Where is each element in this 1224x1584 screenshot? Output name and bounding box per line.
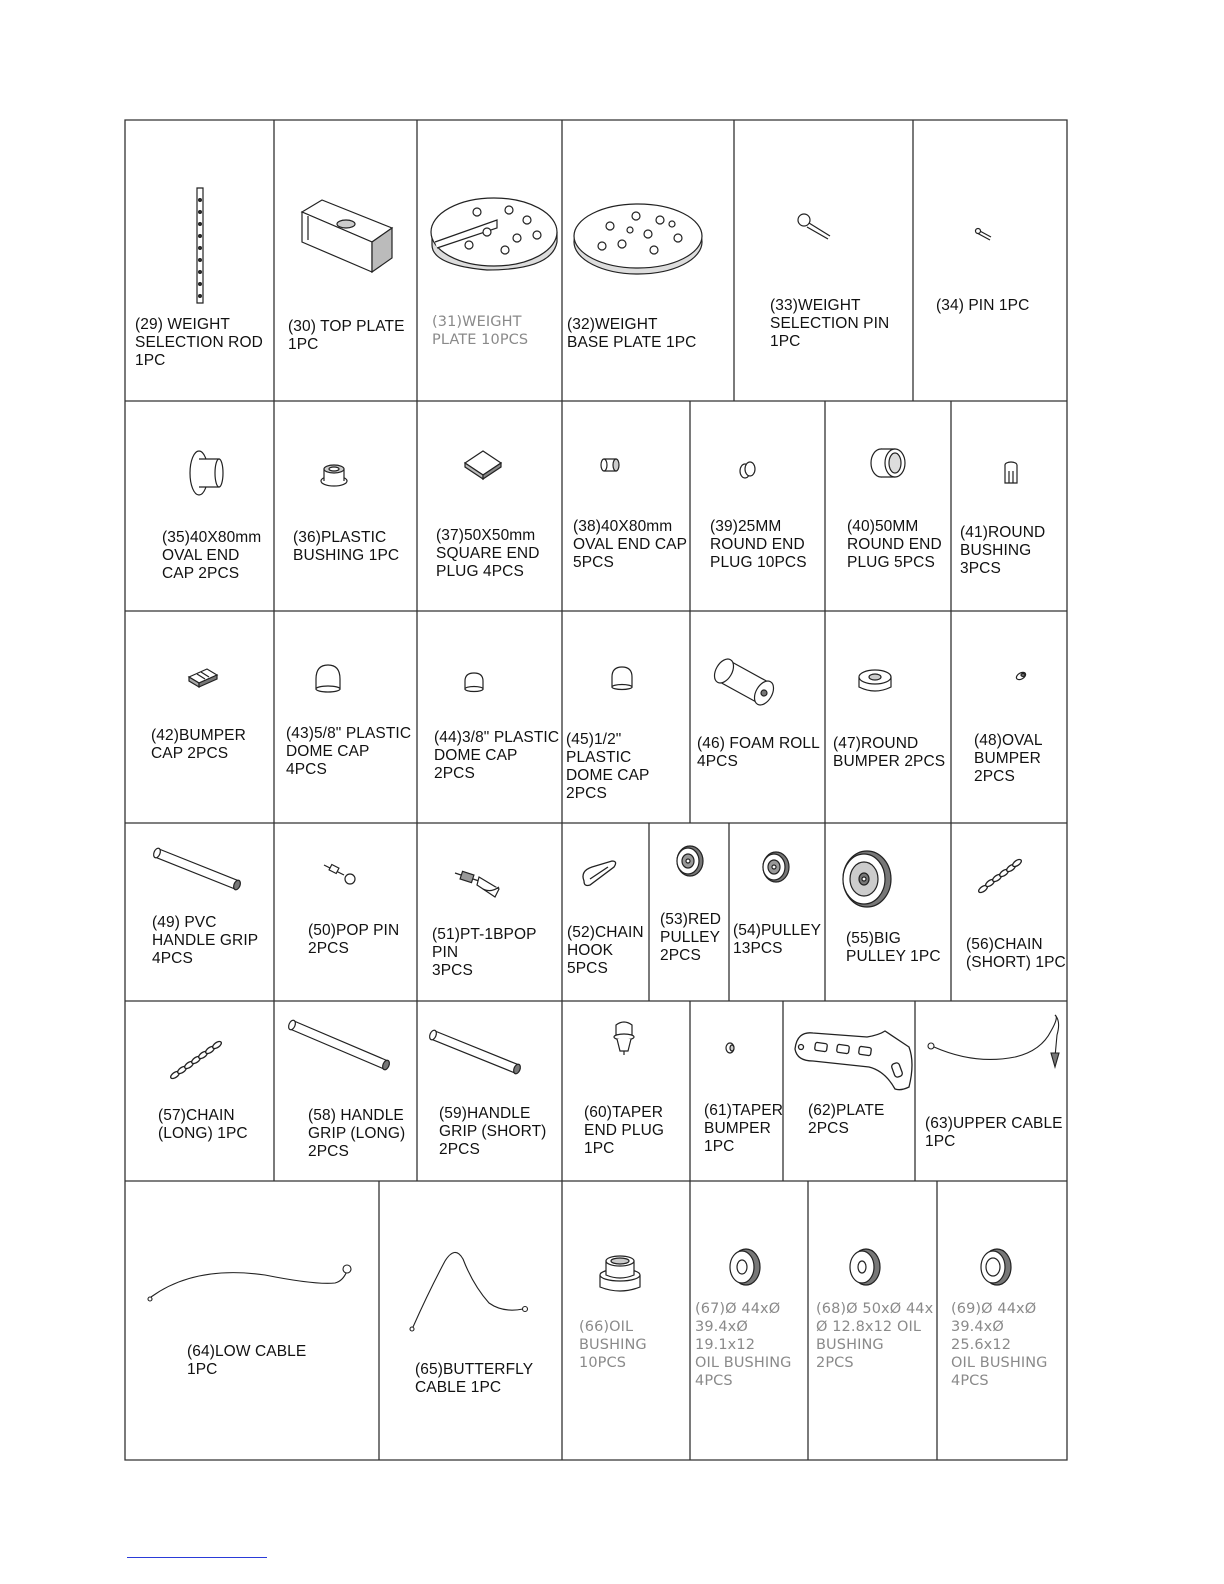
part-label: (57)CHAIN (LONG) 1PC: [158, 1107, 248, 1142]
part-cell-42: [125, 611, 274, 823]
part-cell-57: [125, 1001, 274, 1181]
oval-end-cap-small-icon: [562, 401, 690, 611]
part-label: (46) FOAM ROLL 4PCS: [697, 735, 820, 770]
butterfly-cable-icon: [379, 1181, 562, 1460]
part-label: (33)WEIGHT SELECTION PIN 1PC: [770, 297, 890, 350]
part-label: (59)HANDLE GRIP (SHORT) 2PCS: [439, 1105, 547, 1158]
big-pulley-icon: [825, 823, 951, 1001]
part-label: (50)POP PIN 2PCS: [308, 922, 400, 957]
part-label: (42)BUMPER CAP 2PCS: [151, 727, 246, 762]
chain-short-icon: [951, 823, 1067, 1001]
part-label: (34) PIN 1PC: [936, 297, 1030, 314]
part-cell-45: [562, 611, 690, 823]
part-label: (47)ROUND BUMPER 2PCS: [833, 735, 946, 770]
part-cell-67: [690, 1181, 808, 1460]
part-label: (51)PT-1BPOP PIN 3PCS: [432, 926, 537, 979]
part-label: (54)PULLEY 13PCS: [733, 922, 822, 957]
round-end-plug-50-icon: [825, 401, 951, 611]
part-cell-64: [125, 1181, 379, 1460]
part-label: (35)40X80mm OVAL END CAP 2PCS: [162, 529, 262, 582]
part-cell-31: [417, 120, 562, 401]
dome-cap-58-icon: [274, 611, 417, 823]
pulley-icon: [729, 823, 825, 1001]
foam-roll-icon: [690, 611, 825, 823]
part-cell-47: [825, 611, 951, 823]
part-label: (29) WEIGHT SELECTION ROD 1PC: [135, 316, 263, 369]
part-label: (45)1/2" PLASTIC DOME CAP 2PCS: [566, 731, 650, 802]
part-label: (41)ROUND BUSHING 3PCS: [960, 524, 1046, 577]
part-cell-49: [125, 823, 274, 1001]
part-cell-35: [125, 401, 274, 611]
part-label: (43)5/8" PLASTIC DOME CAP 4PCS: [286, 725, 412, 778]
part-label: (52)CHAIN HOOK 5PCS: [567, 924, 644, 977]
low-cable-icon: [125, 1181, 379, 1460]
part-cell-32: [562, 120, 734, 401]
part-cell-60: [562, 1001, 690, 1181]
part-label: (30) TOP PLATE 1PC: [288, 318, 405, 353]
round-bumper-icon: [825, 611, 951, 823]
part-cell-63: [915, 1001, 1067, 1181]
part-label: (69)Ø 44xØ 39.4xØ 25.6x12 OIL BUSHING 4PCS: [951, 1301, 1048, 1389]
upper-cable-icon: [915, 1001, 1067, 1181]
part-label: (37)50X50mm SQUARE END PLUG 4PCS: [436, 527, 540, 580]
pop-pin-icon: [274, 823, 417, 1001]
part-label: (31)WEIGHT PLATE 10PCS: [432, 314, 529, 348]
part-label: (36)PLASTIC BUSHING 1PC: [293, 529, 400, 564]
top-plate-icon: [274, 120, 417, 401]
part-cell-44: [417, 611, 562, 823]
part-cell-40: [825, 401, 951, 611]
part-cell-34: [913, 120, 1067, 401]
part-label: (68)Ø 50xØ 44x Ø 12.8x12 OIL BUSHING 2PCS: [816, 1301, 934, 1371]
bumper-cap-icon: [125, 611, 274, 823]
part-cell-68: [808, 1181, 937, 1460]
part-label: (63)UPPER CABLE 1PC: [925, 1115, 1063, 1150]
part-label: (60)TAPER END PLUG 1PC: [584, 1104, 665, 1157]
dome-cap-38-icon: [417, 611, 562, 823]
part-label: (66)OIL BUSHING 10PCS: [579, 1319, 647, 1371]
part-label: (56)CHAIN (SHORT) 1PC: [966, 936, 1066, 971]
part-label: (49) PVC HANDLE GRIP 4PCS: [152, 914, 259, 967]
part-cell-41: [951, 401, 1067, 611]
part-cell-62: [783, 1001, 915, 1181]
part-label: (32)WEIGHT BASE PLATE 1PC: [567, 316, 697, 351]
part-cell-48: [951, 611, 1067, 823]
part-label: (61)TAPER BUMPER 1PC: [704, 1102, 783, 1155]
part-label: (40)50MM ROUND END PLUG 5PCS: [847, 518, 942, 571]
part-cell-61: [690, 1001, 783, 1181]
part-cell-53: [649, 823, 729, 1001]
part-cell-29: [125, 120, 274, 401]
part-cell-43: [274, 611, 417, 823]
part-cell-50: [274, 823, 417, 1001]
part-cell-55: [825, 823, 951, 1001]
part-label: (55)BIG PULLEY 1PC: [846, 930, 941, 965]
part-cell-65: [379, 1181, 562, 1460]
part-cell-38: [562, 401, 690, 611]
pin-icon: [913, 120, 1067, 401]
weight-base-plate-icon: [562, 120, 734, 401]
part-cell-52: [562, 823, 649, 1001]
part-label: (39)25MM ROUND END PLUG 10PCS: [710, 518, 807, 571]
part-label: (48)OVAL BUMPER 2PCS: [974, 732, 1043, 785]
part-cell-46: [690, 611, 825, 823]
footnote-rule: [127, 1557, 267, 1558]
part-cell-37: [417, 401, 562, 611]
weight-selection-pin-icon: [734, 120, 913, 401]
part-label: (38)40X80mm OVAL END CAP 5PCS: [573, 518, 688, 571]
weight-plate-icon: [417, 120, 562, 401]
part-cell-56: [951, 823, 1067, 1001]
pvc-handle-grip-icon: [125, 823, 274, 1001]
part-cell-66: [562, 1181, 690, 1460]
round-end-plug-25-icon: [690, 401, 825, 611]
part-cell-54: [729, 823, 825, 1001]
part-cell-30: [274, 120, 417, 401]
part-cell-51: [417, 823, 562, 1001]
part-label: (64)LOW CABLE 1PC: [187, 1343, 307, 1378]
part-cell-59: [417, 1001, 562, 1181]
part-cell-39: [690, 401, 825, 611]
plastic-bushing-icon: [274, 401, 417, 611]
round-bushing-icon: [951, 401, 1067, 611]
plate-icon: [783, 1001, 915, 1181]
oval-bumper-icon: [951, 611, 1067, 823]
part-label: (67)Ø 44xØ 39.4xØ 19.1x12 OIL BUSHING 4PCS: [695, 1301, 792, 1389]
part-label: (44)3/8" PLASTIC DOME CAP 2PCS: [434, 729, 560, 782]
part-cell-33: [734, 120, 913, 401]
part-label: (65)BUTTERFLY CABLE 1PC: [415, 1361, 534, 1396]
part-label: (58) HANDLE GRIP (LONG) 2PCS: [308, 1107, 406, 1160]
part-cell-69: [937, 1181, 1067, 1460]
part-label: (62)PLATE 2PCS: [808, 1102, 885, 1137]
part-cell-58: [274, 1001, 417, 1181]
part-cell-36: [274, 401, 417, 611]
part-label: (53)RED PULLEY 2PCS: [660, 911, 721, 964]
chain-long-icon: [125, 1001, 274, 1181]
